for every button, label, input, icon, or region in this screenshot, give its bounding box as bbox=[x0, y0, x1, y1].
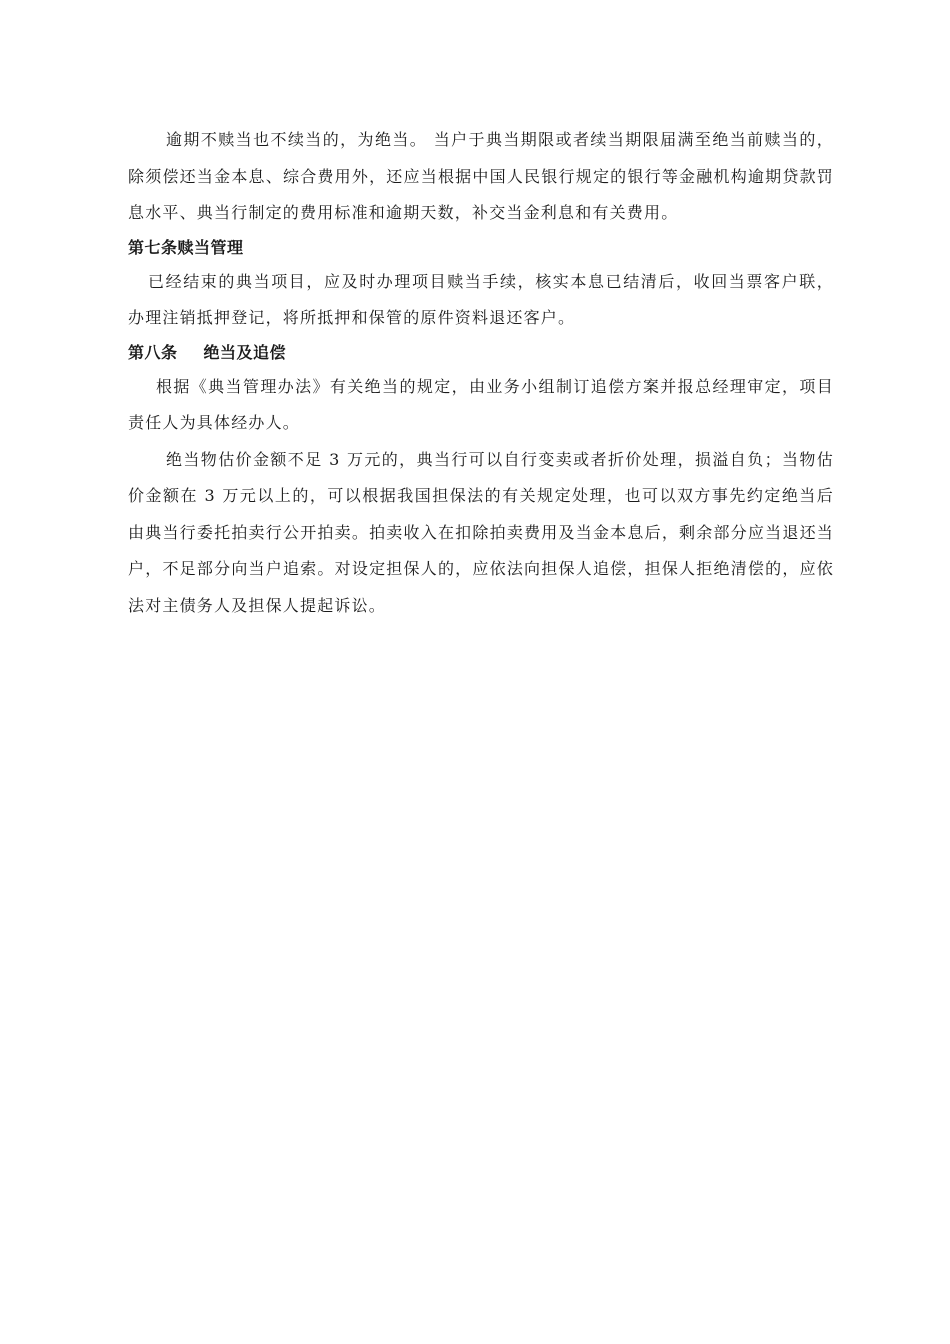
article-8-number: 第八条 bbox=[128, 342, 178, 362]
paragraph-recovery-plan: 根据《典当管理办法》有关绝当的规定，由业务小组制订追偿方案并报总经理审定，项目责任人为具体经办人。 bbox=[128, 376, 834, 432]
document-body bbox=[128, 122, 834, 624]
paragraph-redemption-management: 已经结束的典当项目，应及时办理项目赎当手续，核实本息已结清后，收回当票客户联，办理注销抵押登记，将所抵押和保管的原件资料退还客户。 bbox=[128, 271, 834, 327]
article-7-heading: 第七条赎当管理 bbox=[128, 237, 244, 257]
article-8-title: 绝当及追偿 bbox=[203, 342, 287, 362]
paragraph-forfeited-goods-disposal: 绝当物估价金额不足 3 万元的，典当行可以自行变卖或者折价处理，损溢自负；当物估价金额在 3 万元以上的，可以根据我国担保法的有关规定处理，也可以双方事先约定绝当后由典当行委托拍卖行公开拍卖。拍卖收入在扣除拍卖费用及当金本息后，剩余部分应当退还当户，不足部分向当户追索。对设定担保人的，应依法向担保人追偿，担保人拒绝清偿的，应依法对主债务人及担保人提起诉讼。 bbox=[128, 449, 834, 615]
paragraph-overdue-redemption: 逾期不赎当也不续当的，为绝当。 当户于典当期限或者续当期限届满至绝当前赎当的，除须偿还当金本息、综合费用外，还应当根据中国人民银行规定的银行等金融机构逾期贷款罚息水平、典当行制定的费用标准和逾期天数，补交当金利息和有关费用。 bbox=[128, 130, 834, 222]
article-8-heading bbox=[128, 337, 834, 369]
